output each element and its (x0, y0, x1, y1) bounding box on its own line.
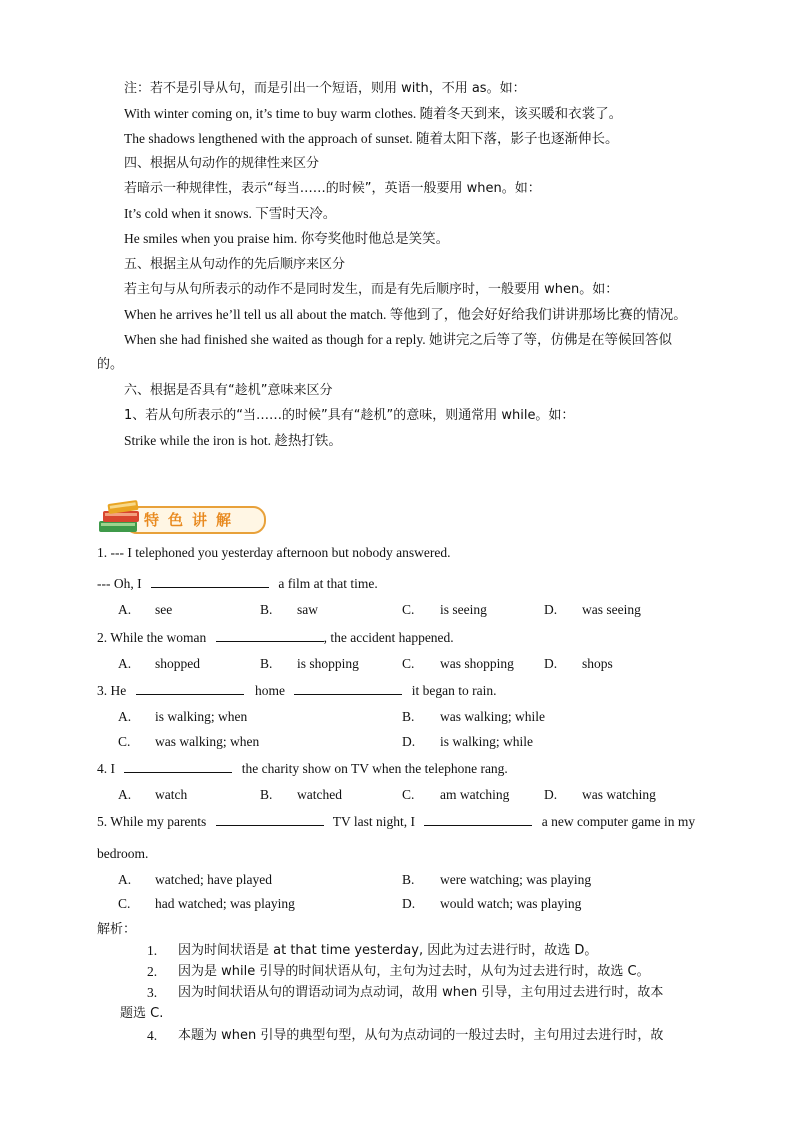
option-text: is walking; when (155, 709, 248, 724)
option-text: watched (297, 787, 342, 802)
answer-blank (216, 628, 324, 642)
option-text: was walking; while (440, 709, 545, 724)
question-text: a film at that time. (278, 576, 378, 591)
answer-blank (216, 812, 324, 826)
option-letter: B. (402, 872, 415, 887)
option-letter: B. (260, 787, 273, 802)
analysis-text: 因为时间状语是 at that time yesterday, 因此为过去进行时，故选 D。 (178, 943, 598, 958)
option-letter: B. (402, 709, 415, 724)
section-heading: 四、根据从句动作的规律性来区分 (124, 156, 320, 171)
question-text: 4. I (97, 761, 115, 776)
analysis-label: 解析： (97, 922, 137, 937)
answer-blank (124, 759, 232, 773)
question-text: --- Oh, I (97, 576, 142, 591)
example-sentence: The shadows lengthened with the approach of sunset. 随着太阳下落，影子也逐渐伸长。 (124, 131, 619, 146)
option-letter: C. (118, 896, 131, 911)
option-text: shopped (155, 656, 200, 671)
option-text: was watching (582, 787, 656, 802)
option-letter: A. (118, 602, 132, 617)
example-sentence: He smiles when you praise him. 你夸奖他时他总是笑笑。 (124, 231, 450, 246)
option-text: watch (155, 787, 188, 802)
question-text: TV last night, I (332, 814, 415, 829)
question-3-line (97, 681, 496, 700)
question-text: it began to rain. (411, 683, 497, 698)
analysis-text-cont: 题选 C. (120, 1006, 164, 1021)
option-text: see (155, 602, 173, 617)
option-letter: D. (402, 734, 416, 749)
analysis-number: 3. (147, 985, 158, 1000)
analysis-number: 2. (147, 964, 158, 979)
option-letter: D. (544, 787, 558, 802)
option-letter: B. (260, 602, 273, 617)
answer-blank (151, 574, 269, 588)
answer-blank (424, 812, 532, 826)
answer-blank (294, 681, 402, 695)
banner-title: 特色讲解 (144, 511, 241, 529)
question-5-cont: bedroom. (97, 846, 149, 861)
option-letter: D. (544, 656, 558, 671)
question-text: 2. While the woman (97, 630, 207, 645)
option-letter: C. (402, 602, 415, 617)
analysis-text: 因为时间状语从句的谓语动词为点动词，故用 when 引导，主句用过去进行时，故本 (178, 985, 664, 1000)
option-text: watched; have played (155, 872, 272, 887)
question-text: 5. While my parents (97, 814, 207, 829)
option-text: saw (297, 602, 318, 617)
option-letter: D. (544, 602, 558, 617)
option-text: were watching; was playing (440, 872, 592, 887)
example-sentence: It’s cold when it snows. 下雪时天冷。 (124, 206, 337, 221)
note-line: 注：若不是引导从句，而是引出一个短语，则用 with，不用 as。如： (124, 81, 526, 96)
option-letter: C. (402, 656, 415, 671)
option-letter: A. (118, 709, 132, 724)
option-text: is shopping (297, 656, 359, 671)
option-letter: A. (118, 872, 132, 887)
rule-line: 1、若从句所表示的“当……的时候”具有“趁机”的意味，则通常用 while。如： (124, 408, 575, 423)
option-letter: C. (402, 787, 415, 802)
option-text: is seeing (440, 602, 487, 617)
option-letter: D. (402, 896, 416, 911)
rule-line: 若主句与从句所表示的动作不是同时发生，而是有先后顺序时，一般要用 when。如： (124, 282, 619, 297)
question-5-line (97, 812, 695, 831)
question-text: the charity show on TV when the telephone rang. (241, 761, 508, 776)
answer-blank (136, 681, 244, 695)
example-sentence: When he arrives he’ll tell us all about the match. 等他到了，他会好好给我们讲讲那场比赛的情况。 (124, 307, 687, 322)
example-sentence: Strike while the iron is hot. 趁热打铁。 (124, 433, 342, 448)
question-4-line (97, 759, 508, 778)
section-heading: 五、根据主从句动作的先后顺序来区分 (124, 257, 346, 272)
analysis-text: 因为是 while 引导的时间状语从句，主句为过去时，从句为过去进行时，故选 C。 (178, 964, 650, 979)
question-1-line (97, 574, 378, 593)
rule-line: 若暗示一种规律性，表示“每当……的时候”，英语一般要用 when。如： (124, 181, 541, 196)
option-letter: C. (118, 734, 131, 749)
question-1-stem: 1. --- I telephoned you yesterday afternoon but nobody answered. (97, 545, 451, 560)
option-text: would watch; was playing (440, 896, 582, 911)
option-text: was walking; when (155, 734, 260, 749)
analysis-text: 本题为 when 引导的典型句型，从句为点动词的一般过去时，主句用过去进行时，故 (178, 1028, 664, 1043)
question-text: , the accident happened. (323, 630, 454, 645)
option-letter: A. (118, 787, 132, 802)
question-text: home (255, 683, 285, 698)
analysis-number: 4. (147, 1028, 158, 1043)
option-text: was seeing (582, 602, 641, 617)
books-icon (96, 497, 148, 537)
section-heading: 六、根据是否具有“趁机”意味来区分 (124, 383, 333, 398)
option-letter: A. (118, 656, 132, 671)
option-text: am watching (440, 787, 510, 802)
option-text: was shopping (440, 656, 514, 671)
question-2-line (97, 628, 454, 647)
option-text: is walking; while (440, 734, 533, 749)
example-sentence: When she had finished she waited as though for a reply. 她讲完之后等了等，仿佛是在等候回答似 (124, 332, 673, 347)
analysis-number: 1. (147, 943, 158, 958)
option-text: shops (582, 656, 613, 671)
option-text: had watched; was playing (155, 896, 295, 911)
question-text: a new computer game in my (541, 814, 696, 829)
example-sentence: With winter coming on, it’s time to buy warm clothes. 随着冬天到来，该买暖和衣裳了。 (124, 106, 623, 121)
question-text: 3. He (97, 683, 127, 698)
option-letter: B. (260, 656, 273, 671)
feature-banner (96, 497, 266, 537)
example-sentence-cont: 的。 (97, 357, 124, 372)
